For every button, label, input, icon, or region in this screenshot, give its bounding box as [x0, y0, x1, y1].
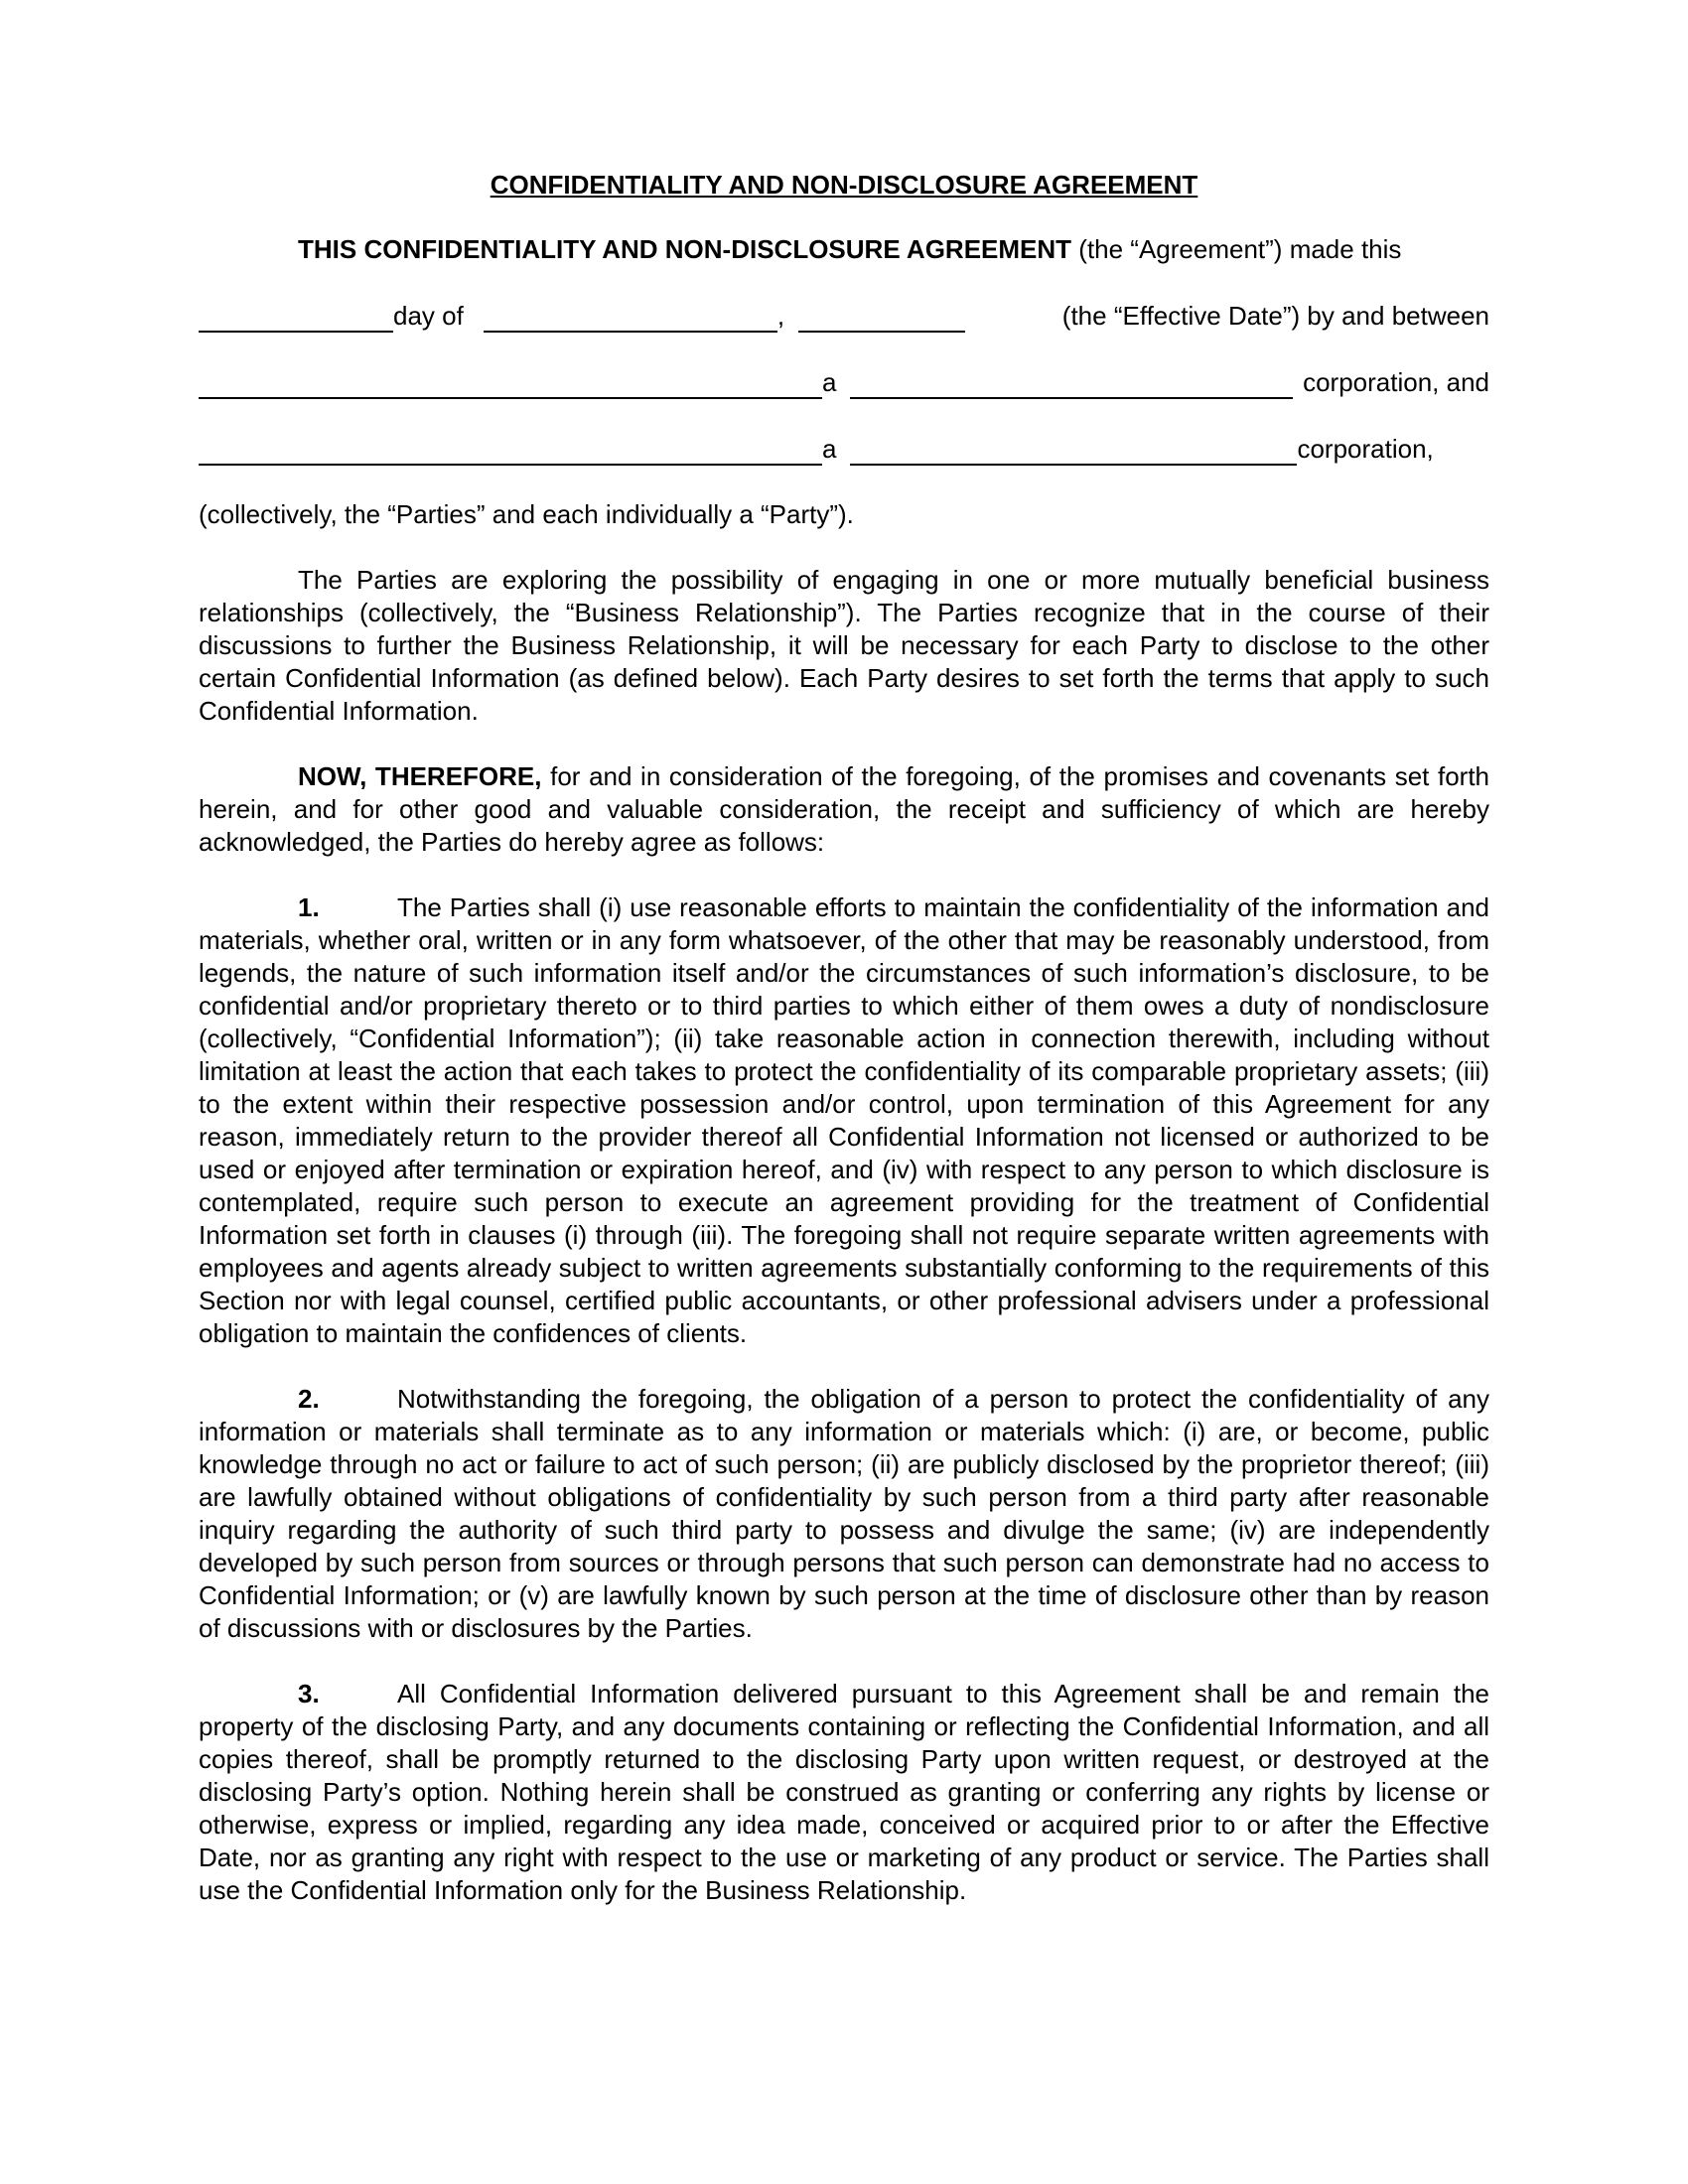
- intro-bold: THIS CONFIDENTIALITY AND NON-DISCLOSURE AGREEMENT: [298, 234, 1072, 264]
- date-comma: ,: [776, 301, 785, 331]
- party-two-name-blank[interactable]: [199, 438, 822, 466]
- section-3: [199, 1678, 1489, 1907]
- party-two-corp-label: corporation,: [1297, 434, 1434, 464]
- effective-date-label: (the “Effective Date”) by and between: [1061, 301, 1489, 331]
- now-therefore-rest: for and in consideration of the foregoing, of the promises and covenants set forth herein, and for other good and valuable consideration, the receipt and sufficiency of which are hereby acknowledged, the Parties do hereby agree as follows:: [199, 761, 1490, 857]
- section-3-number: 3.: [298, 1679, 320, 1708]
- document-title: CONFIDENTIALITY AND NON-DISCLOSURE AGREEMENT: [490, 170, 1198, 200]
- party-one-state-blank[interactable]: [850, 371, 1293, 399]
- section-2-text: Notwithstanding the foregoing, the obligation of a person to protect the confidentiality of any information or materials shall terminate as to any information or materials which: (i) are, or become, public knowledge through no act or failure to act of such person; (ii) are publicly disclosed by the proprietor thereof; (iii) are lawfully obtained without obligations of confidentiality by such person from a third party after reasonable inquiry regarding the authority of such third party to possess and divulge the same; (iv) are independently developed by such person from sources or through persons that such person can demonstrate had no access to Confidential Information; or (v) are lawfully known by such person at the time of disclosure other than by reason of discussions with or disclosures by the Parties.: [199, 1384, 1489, 1643]
- now-therefore-paragraph: [199, 760, 1489, 859]
- section-1-number: 1.: [298, 892, 320, 922]
- intro-paragraph: [199, 233, 1489, 266]
- collectively-line: (collectively, the “Parties” and each individually a “Party”).: [199, 499, 854, 529]
- party-one-line: [199, 365, 1489, 399]
- section-1-text: The Parties shall (i) use reasonable efforts to maintain the confidentiality of the information and materials, whether oral, written or in any form whatsoever, of the other that may be reasonably understood, from legends, the nature of such information itself and/or the circumstances of such information’s disclosure, to be confidential and/or proprietary thereto or to third parties to which either of them owes a duty of nondisclosure (collectively, “Confidential Information”); (ii) take reasonable action in connection therewith, including without limitation at least the action that each takes to protect the confidentiality of its comparable proprietary assets; (iii) to the extent within their respective possession and/or control, upon termination of this Agreement for any reason, immediately return to the provider thereof all Confidential Information not licensed or authorized to be used or enjoyed after termination or expiration hereof, and (iv) with respect to any person to which disclosure is contemplated, require such person to execute an agreement providing for the treatment of Confidential Information set forth in clauses (i) through (iii). The foregoing shall not require separate written agreements with employees and agents already subject to written agreements substantially conforming to the requirements of this Section nor with legal counsel, certified public accountants, or other professional advisers under a professional obligation to maintain the confidences of clients.: [199, 892, 1489, 1348]
- now-therefore-bold: NOW, THEREFORE,: [298, 761, 542, 791]
- date-line: [199, 299, 1489, 333]
- day-blank[interactable]: [199, 305, 393, 333]
- section-2-number: 2.: [298, 1384, 320, 1414]
- section-3-text: All Confidential Information delivered pursuant to this Agreement shall be and remain the property of the disclosing Party, and any documents containing or reflecting the Confidential Information, and all copies thereof, shall be promptly returned to the disclosing Party upon written request, or destroyed at the disclosing Party’s option. Nothing herein shall be construed as granting or conferring any rights by license or otherwise, express or implied, regarding any idea made, conceived or acquired prior to or after the Effective Date, nor as granting any right with respect to the use or marketing of any product or service. The Parties shall use the Confidential Information only for the Business Relationship.: [199, 1679, 1489, 1905]
- intro-rest: (the “Agreement”) made this: [1071, 234, 1402, 264]
- year-blank[interactable]: [798, 305, 965, 333]
- party-two-a: a: [822, 434, 837, 464]
- party-one-corp-label: corporation, and: [1303, 367, 1489, 397]
- day-of-label: day of: [393, 301, 464, 331]
- party-two-state-blank[interactable]: [850, 438, 1297, 466]
- section-2: [199, 1383, 1489, 1645]
- party-one-a: a: [822, 367, 837, 397]
- document-page: [199, 169, 1489, 1907]
- section-1: [199, 891, 1489, 1350]
- party-two-line: [199, 432, 1489, 466]
- month-blank[interactable]: [484, 305, 777, 333]
- party-one-name-blank[interactable]: [199, 371, 822, 399]
- recital-paragraph: The Parties are exploring the possibility of engaging in one or more mutually beneficial business relationships (collectively, the “Business Relationship”). The Parties recognize that in the course of their discussions to further the Business Relationship, it will be necessary for each Party to disclose to the other certain Confidential Information (as defined below). Each Party desires to set forth the terms that apply to such Confidential Information.: [199, 565, 1489, 726]
